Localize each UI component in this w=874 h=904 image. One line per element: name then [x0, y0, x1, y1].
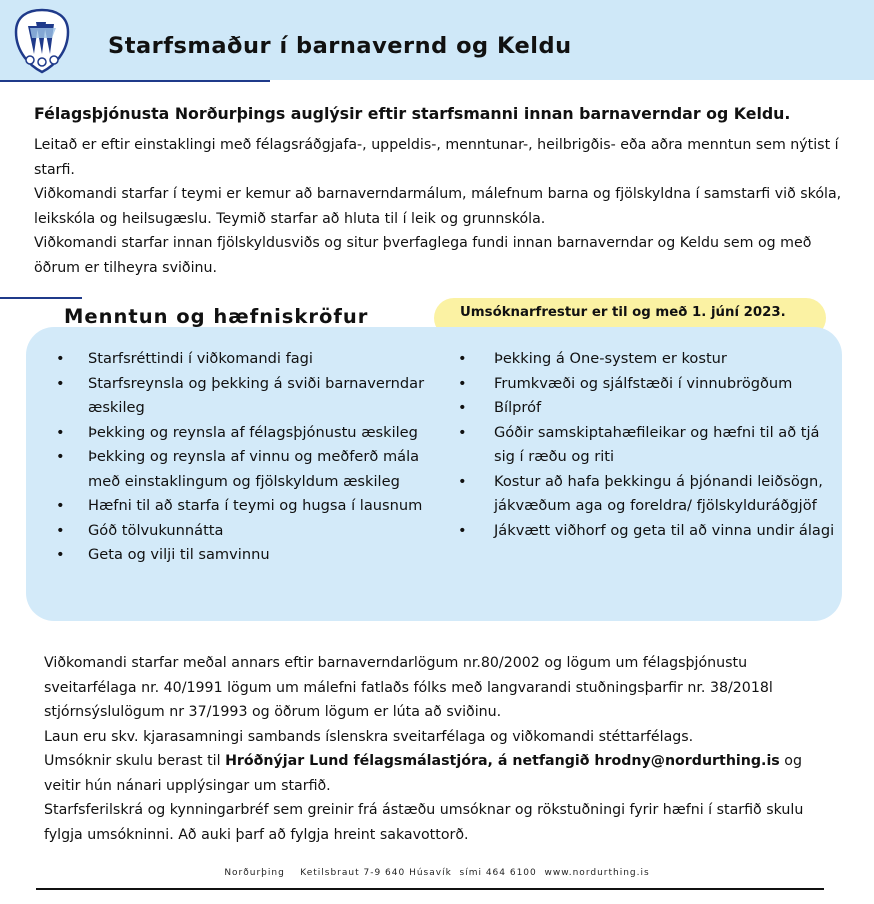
- intro-paragraph: Leitað er eftir einstaklingi með félagsráðgjafa-, uppeldis-, menntunar-, heilbrigðis- eða aðra menntun sem nýtist í starfi.: [34, 137, 839, 178]
- list-item: • Góðir samskiptahæfileikar og hæfni til að tjá sig í ræðu og riti: [458, 423, 820, 465]
- list-item: • Þekking á One-system er kostur: [458, 350, 727, 367]
- contact-person: Hróðnýjar Lund félagsmálastjóra, á netfangið hrodny@nordurthing.is: [225, 753, 780, 769]
- list-item: • Bílpróf: [458, 399, 542, 416]
- list-item: • Þekking og reynsla af félagsþjónustu æskileg: [56, 423, 418, 441]
- intro-paragraph: Viðkomandi starfar innan fjölskyldusviðs og situr þverfaglega fundi innan barnaverndar og Keldu sem og með öðrum er tilheyra sviðinu.: [34, 235, 812, 276]
- list-item: • Kostur að hafa þekkingu á þjónandi leiðsögn, jákvæðum aga og foreldra/ fjölskylduráðgjöf: [458, 472, 823, 514]
- intro-heading: Félagsþjónusta Norðurþings auglýsir eftir starfsmanni innan barnaverndar og Keldu.: [34, 104, 791, 123]
- section-divider: [0, 297, 82, 299]
- list-item: • Starfsreynsla og þekking á sviði barnaverndar æskileg: [56, 374, 425, 416]
- requirements-list-left: [56, 347, 448, 568]
- intro-paragraph: Viðkomandi starfar í teymi er kemur að barnaverndarmálum, málefnum barna og fjölskyldna í samstarfi við skóla, leikskóla og heilsugæslu. Teymið starfar að hluta til í leik og grunnskóla.: [34, 186, 842, 227]
- list-item: • Jákvætt viðhorf og geta til að vinna undir álagi: [458, 521, 835, 539]
- requirements-list-right: [458, 347, 839, 543]
- footer-rule: [36, 888, 824, 890]
- outro-paragraph: Viðkomandi starfar meðal annars eftir barnaverndarlögum nr.80/2002 og lögum um félagsþjónustu sveitarfélaga nr. 40/1991 lögum um málefni fatlaðs fólks með langvarandi stuðningsþarfir nr. 38/2018l stjórnsýslulögum nr 37/1993 og öðrum lögum er lúta að sviðinu.: [44, 655, 773, 720]
- header-underline: [0, 80, 270, 82]
- requirements-heading: Menntun og hæfniskröfur: [64, 305, 369, 328]
- list-item: • Þekking og reynsla af vinnu og meðferð mála með einstaklingum og fjölskyldum æskileg: [56, 448, 420, 490]
- outro-text: [44, 651, 834, 847]
- outro-paragraph: Umsóknir skulu berast til Hróðnýjar Lund félagsmálastjóra, á netfangið hrodny@nordurthing.is og veitir hún nánari upplýsingar um starfið.: [44, 753, 802, 794]
- page-title: Starfsmaður í barnavernd og Keldu: [108, 33, 572, 59]
- deadline-text: Umsóknarfrestur er til og með 1. júní 2023.: [460, 305, 786, 320]
- list-item: • Góð tölvukunnátta: [56, 521, 224, 539]
- list-item: • Starfsréttindi í viðkomandi fagi: [56, 350, 313, 367]
- list-item: • Geta og vilji til samvinnu: [56, 546, 270, 563]
- footer-address: Norðurþing Ketilsbraut 7-9 640 Húsavík sími 464 6100 www.nordurthing.is: [224, 868, 650, 878]
- nordurthing-crest-icon: [12, 8, 72, 74]
- list-item: • Frumkvæði og sjálfstæði í vinnubrögðum: [458, 374, 793, 392]
- outro-paragraph: Starfsferilskrá og kynningarbréf sem greinir frá ástæðu umsóknar og rökstuðningi fyrir hæfni í starfið skulu fylgja umsókninni. Að auki þarf að fylgja hreint sakavottorð.: [44, 802, 804, 843]
- outro-paragraph: Laun eru skv. kjarasamningi sambands íslenskra sveitarfélaga og viðkomandi stéttarfélags.: [44, 728, 694, 745]
- list-item: • Hæfni til að starfa í teymi og hugsa í lausnum: [56, 497, 423, 514]
- intro-text: [34, 133, 854, 280]
